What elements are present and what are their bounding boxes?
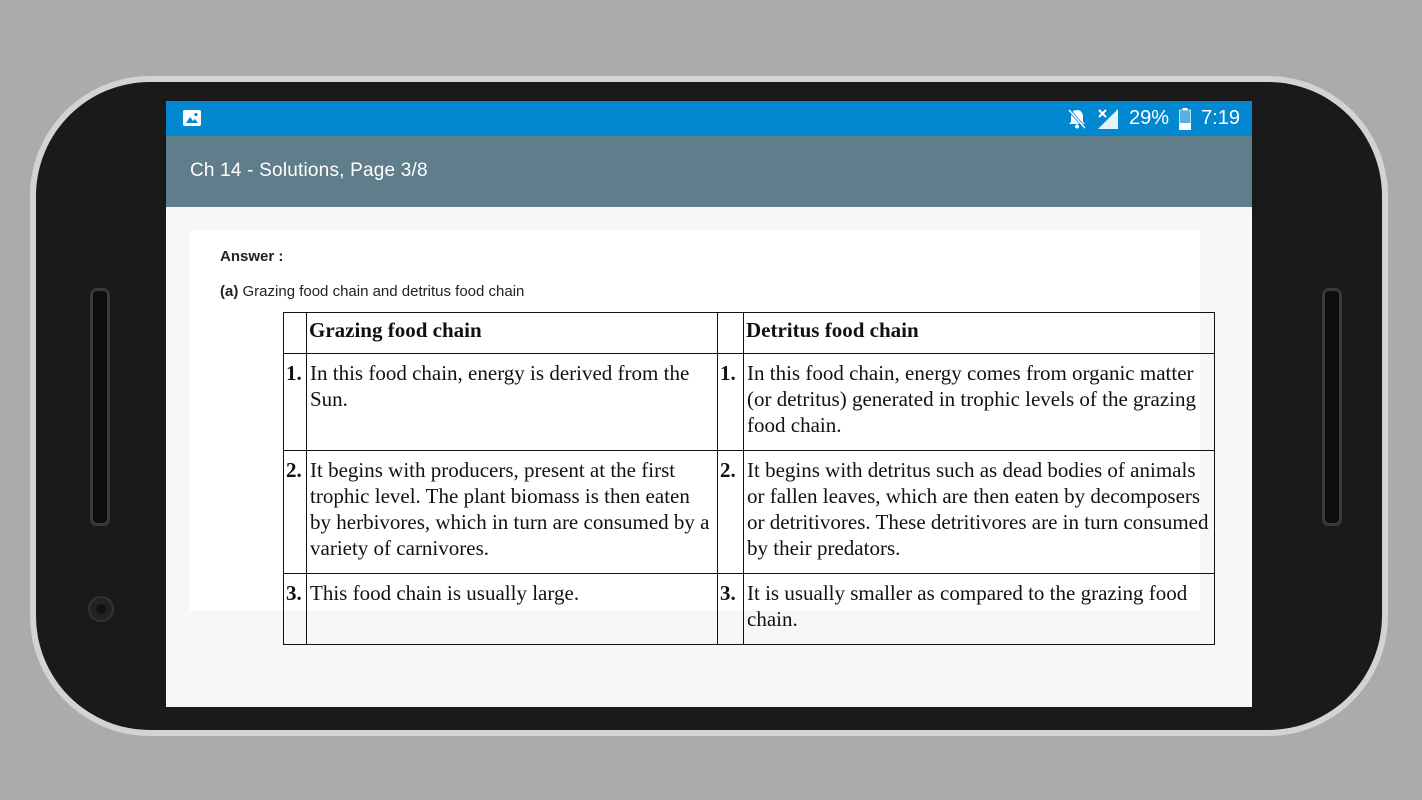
status-bar — [166, 101, 1252, 136]
grazing-header: Grazing food chain — [307, 313, 718, 354]
grazing-cell: This food chain is usually large. — [307, 574, 718, 645]
table-row — [284, 574, 1215, 645]
row-number: 1. — [284, 354, 307, 451]
detritus-header: Detritus food chain — [744, 313, 1215, 354]
table-header-cell — [284, 313, 307, 354]
row-number: 2. — [718, 451, 744, 574]
detritus-cell: It is usually smaller as compared to the grazing food chain. — [744, 574, 1215, 645]
page-title: Ch 14 - Solutions, Page 3/8 — [190, 160, 428, 181]
document-viewer[interactable] — [166, 207, 1252, 707]
table-header-cell — [718, 313, 744, 354]
detritus-cell: It begins with detritus such as dead bodies of animals or fallen leaves, which are then eaten by decomposers or detritivores. These detritivores are in turn consumed by their predators. — [744, 451, 1215, 574]
notifications-off-icon — [1067, 108, 1087, 130]
device-screen — [166, 101, 1252, 707]
image-icon — [183, 110, 201, 126]
row-number: 1. — [718, 354, 744, 451]
document-page — [190, 230, 1209, 631]
table-row — [284, 451, 1215, 574]
battery-percent: 29% — [1129, 107, 1170, 129]
no-signal-icon — [1097, 108, 1119, 130]
row-number: 3. — [718, 574, 744, 645]
front-camera — [88, 596, 114, 622]
table-header-row — [284, 313, 1215, 354]
grazing-cell: It begins with producers, present at the first trophic level. The plant biomass is then eaten by herbivores, which in turn are consumed by a variety of carnivores. — [307, 451, 718, 574]
left-speaker-grille — [90, 288, 110, 526]
row-number: 2. — [284, 451, 307, 574]
part-text: Grazing food chain and detritus food chain — [242, 283, 525, 300]
answer-label: Answer : — [220, 248, 284, 265]
table-row — [284, 354, 1215, 451]
question-part — [220, 283, 524, 300]
grazing-cell: In this food chain, energy is derived from the Sun. — [307, 354, 718, 451]
row-number: 3. — [284, 574, 307, 645]
status-icons — [1067, 101, 1240, 136]
status-time: 7:19 — [1201, 107, 1240, 129]
detritus-cell: In this food chain, energy comes from organic matter (or detritus) generated in trophic levels of the grazing food chain. — [744, 354, 1215, 451]
part-label: (a) — [220, 283, 239, 300]
app-bar — [166, 136, 1252, 207]
comparison-table — [283, 312, 1215, 645]
battery-icon — [1179, 108, 1191, 130]
right-speaker-grille — [1322, 288, 1342, 526]
